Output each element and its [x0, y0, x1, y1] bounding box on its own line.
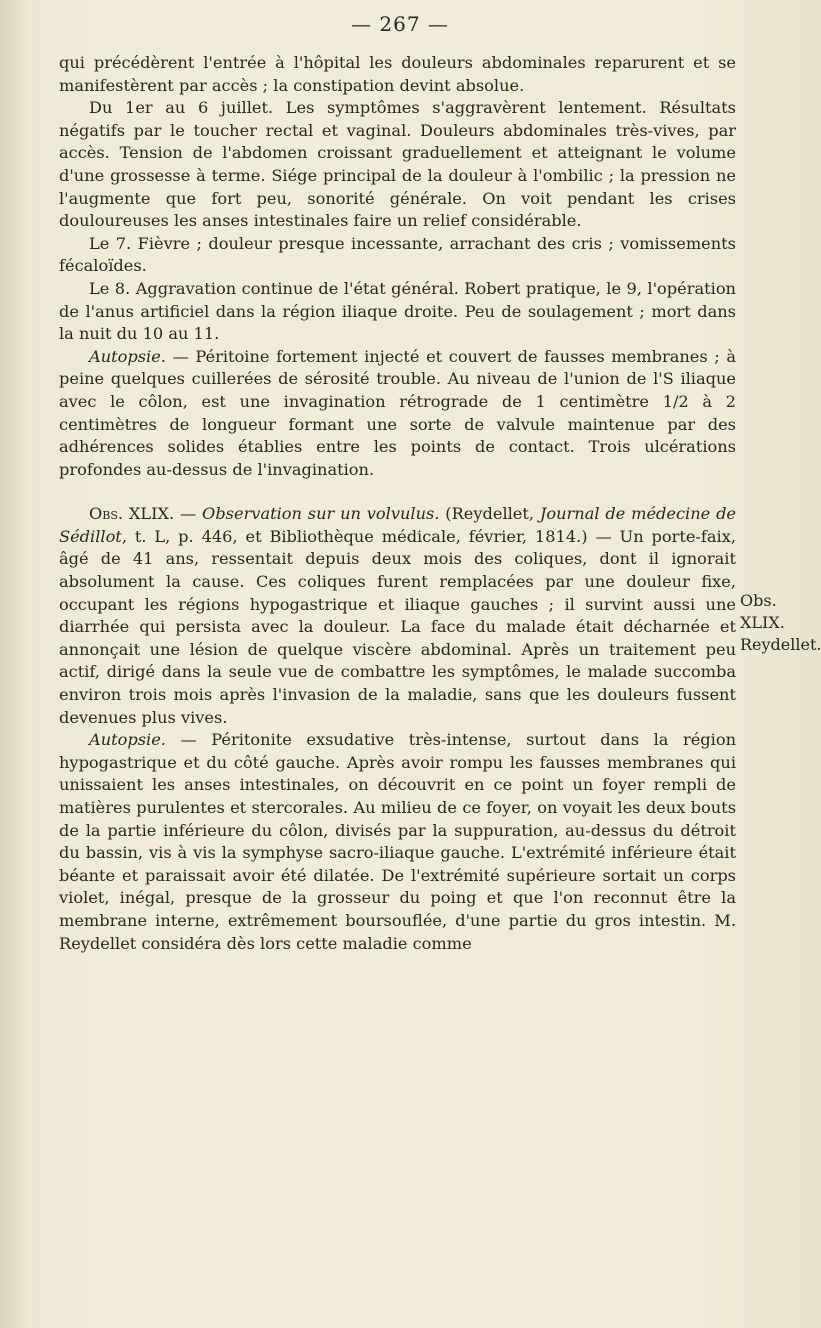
paragraph-autopsy-1 [59, 346, 736, 482]
paragraph-autopsy-2 [59, 729, 736, 955]
paragraph-day-7: Le 7. Fièvre ; douleur presque incessante, arrachant des cris ; vomissements fécaloïdes. [59, 233, 736, 276]
autopsy-text-2: — Péritonite exsudative très-intense, surtout dans la région hypogastrique et du côté gauche. Après avoir rompu les fausses membranes qui unissaient les anses intestinales, on découvrit en ce point un foyer rempli de matières purulentes et stercorales. Au milieu de ce foyer, on voyait les deux bouts de la partie inférieure du côlon, divisés par la suppuration, au-dessus du détroit du bassin, vis à vis la symphyse sacro-iliaque gauche. L'extrémité inférieure était béante et paraissait avoir été dilatée. De l'extrémité supérieure sortait un corps violet, inégal, presque de la grosseur du poing et que l'on reconnut être la membrane interne, extrêmement boursouflée, d'une partie du gros intestin. M. Reydellet considéra dès lors cette maladie comme [59, 730, 736, 953]
observation-ref-a: (Reydellet, [439, 504, 540, 524]
autopsy-label: Autopsie. [89, 346, 166, 366]
text-column [59, 52, 736, 955]
observation-title: Observation sur un volvulus. [202, 504, 440, 524]
autopsy-text: — Péritoine fortement injecté et couvert de fausses membranes ; à peine quelques cuillerées de sérosité trouble. Au niveau de l'union de l'S iliaque avec le côlon, est une invagination rétrograde de 1 centimètre 1/2 à 2 centimètres de longueur formant une sorte de valvule maintenue par des adhérences solides établies entre les points de contact. Trois ulcérations profondes au-dessus de l'invagination. [59, 346, 736, 479]
paragraph-observation-49 [59, 503, 736, 729]
paragraph-day-8: Le 8. Aggravation continue de l'état général. Robert pratique, le 9, l'opération de l'anus artificiel dans la région iliaque droite. Peu de soulagement ; mort dans la nuit du 10 au 11. [59, 278, 736, 344]
paragraph-continuation: qui précédèrent l'entrée à l'hôpital les douleurs abdominales reparurent et se manifestèrent par accès ; la constipation devint absolue. [59, 53, 736, 95]
page-number: — 267 — [351, 12, 449, 36]
margin-note-author: Reydellet. [740, 635, 821, 654]
observation-body: , t. L, p. 446, et Bibliothèque médicale, février, 1814.) — Un porte-faix, âgé de 41 ans, ressentait depuis deux mois des coliques, dont il ignorait absolument la cause. Ces coliques furent remplacées par une douleur fixe, occupant les régions hypogastrique et iliaque gauches ; il survint aussi une diarrhée qui persista avec la douleur. La face du malade était décharnée et annonçait une lésion de quelque viscère abdominal. Après un traitement peu actif, dirigé dans la seule vue de combattre les symptômes, le malade succomba environ trois mois après l'invasion de la maladie, sans que les douleurs fussent devenues plus vives. [59, 526, 736, 727]
paragraph-july-1-6: Du 1er au 6 juillet. Les symptômes s'aggravèrent lentement. Résultats négatifs par le toucher rectal et vaginal. Douleurs abdominales très-vives, par accès. Tension de l'abdomen croissant graduellement et atteignant le volume d'une grossesse à terme. Siége principal de la douleur à l'ombilic ; la pression ne l'augmente que fort peu, sonorité générale. On voit pendant les crises douloureuses les anses intestinales faire un relief considérable. [59, 98, 736, 231]
margin-note [740, 590, 821, 656]
observation-journal: Journal de médecine de Sédillot [59, 504, 737, 546]
observation-dash: — [174, 504, 203, 524]
margin-note-obs: Obs. XLIX. [740, 591, 785, 632]
autopsy-label-2: Autopsie. [89, 730, 166, 750]
observation-label: Obs. XLIX. [89, 504, 175, 524]
